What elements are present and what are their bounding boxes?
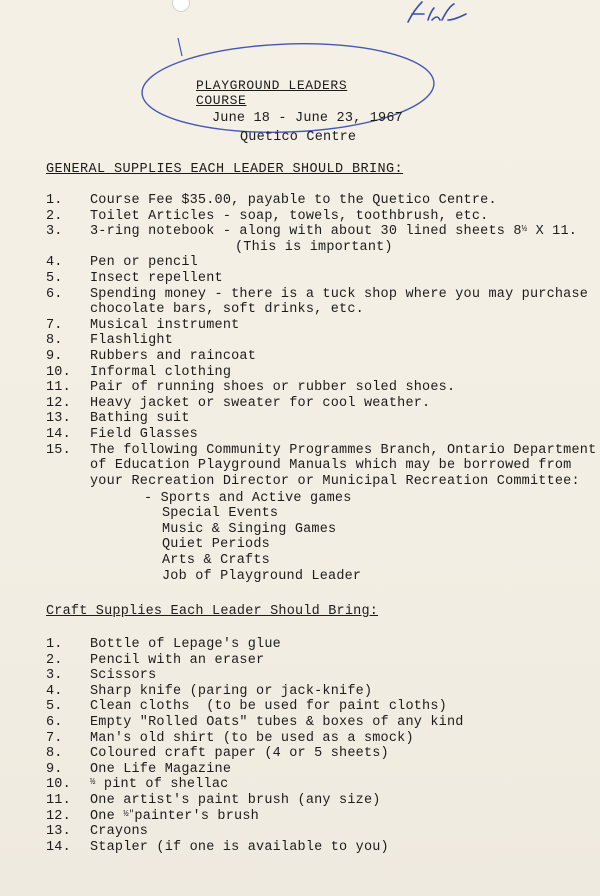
- manual-item: Arts & Crafts: [162, 552, 270, 568]
- craft-supplies-heading: Craft Supplies Each Leader Should Bring:: [46, 604, 379, 619]
- manual-item: Quiet Periods: [162, 537, 270, 553]
- manual-item: Special Events: [162, 506, 279, 522]
- note: (This is important): [235, 239, 393, 255]
- course-title: PLAYGROUND LEADERS COURSE: [196, 78, 348, 108]
- general-supplies-heading: GENERAL SUPPLIES EACH LEADER SHOULD BRING:: [46, 162, 404, 177]
- punch-hole-top: [172, 0, 190, 12]
- course-dates: June 18 - June 23, 1967: [212, 111, 403, 126]
- handwritten-mark: [404, 0, 470, 30]
- course-location: Quetico Centre: [240, 130, 357, 145]
- manual-item: - Sports and Active games: [144, 490, 352, 506]
- manual-item: Job of Playground Leader: [162, 568, 362, 584]
- manual-item: Music & Singing Games: [162, 521, 337, 537]
- fraction: ½": [123, 808, 135, 819]
- fraction: ½: [521, 224, 528, 235]
- fraction: ½: [90, 777, 96, 788]
- document-page: PLAYGROUND LEADERS COURSE June 18 - June 23, 1967 Quetico Centre GENERAL SUPPLIES EACH LEADER SHOULD BRING: 1. Course Fee $35.00, payable to the Quetico Centre. 2. Toilet Articles - soap, towels, toothbrush, etc. 3. 3-ring notebook - along with about 30 lined sheets 8½ X 11. (This is important) 4. Pen or pencil 5. Insect repellent 6. Spending money - there is a tuck shop where you may purchase chocolate bars, soft drinks, etc. 7. Musical instrument 8. Flashlight 9. Rubbers and raincoat 10. Informal clothing 11. Pair of running shoes or rubber soled shoes. 12. Heavy jacket or sweater for cool weather. 13. Bathing suit 14. Field Glasses 15. The following Community Programmes Branch, Ontario Department of Education Playground Manuals which may be borrowed from your Recreation Director or Municipal Recreation Committee: - Sports and Active games Special Events Music & Singing Games Quiet Periods Arts & Crafts Job of Playground Leader Craft Supplies Each Leader Should Bring: 1. Bottle of Lepage's glue 2. Pencil with an eraser 3. Scissors 4. Sharp knife (paring or jack-knife) 5. Clean cloths (to be used for paint cloths) 6. Empty "Rolled Oats" tubes & boxes of any kind 7. Man's old shirt (to be used as a smock) 8. Coloured craft paper (4 or 5 sheets) 9. One Life Magazine 10. ½ pint of shellac 11. One artist's paint brush (any size) 12. One ½"painter's brush 13. Crayons 14. Stapler (if one is available to you): [0, 0, 600, 896]
